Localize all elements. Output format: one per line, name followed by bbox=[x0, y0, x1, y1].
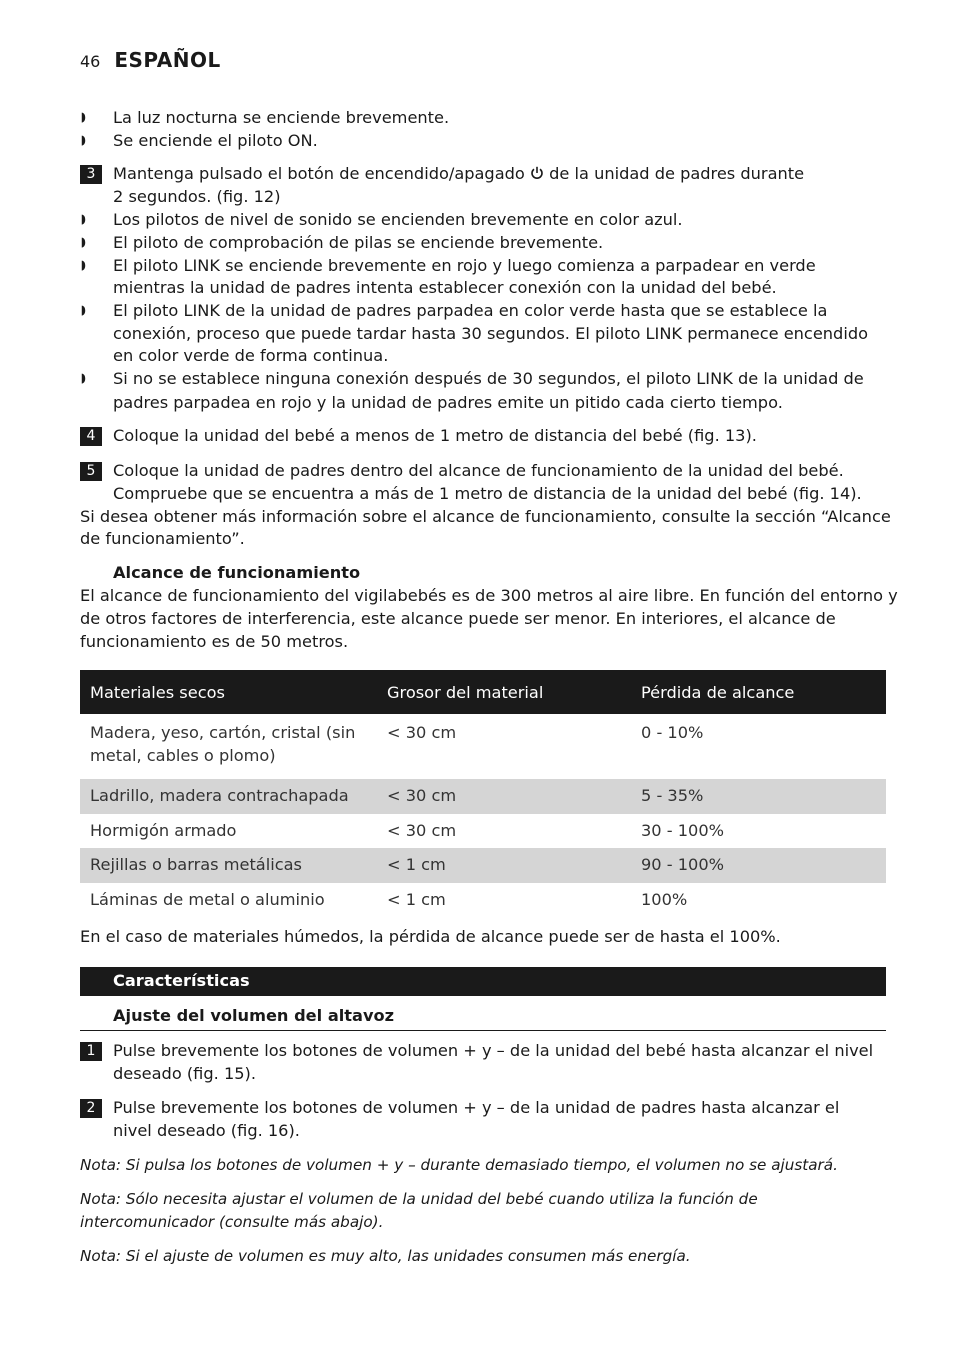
table-cell: Ladrillo, madera contrachapada bbox=[80, 779, 377, 814]
power-icon bbox=[530, 166, 544, 180]
note-text: Nota: Si pulsa los botones de volumen + y – durante demasiado tiempo, el volumen no se ajustará. bbox=[80, 1156, 838, 1174]
bullet-text: Se enciende el piloto ON. bbox=[113, 131, 318, 150]
step-text: Coloque la unidad de padres dentro del alcance de funcionamiento de la unidad del bebé. bbox=[113, 461, 844, 480]
table-row bbox=[80, 779, 886, 814]
table-cell: 100% bbox=[641, 889, 688, 909]
table-header-cell: Grosor del material bbox=[377, 670, 631, 714]
table-cell: Láminas de metal o aluminio bbox=[90, 889, 325, 909]
table-row bbox=[80, 814, 886, 849]
step-number: 3 bbox=[80, 165, 102, 184]
table-cell: Hormigón armado bbox=[90, 820, 237, 840]
table-cell: 0 - 10% bbox=[641, 723, 704, 742]
step-text: deseado (fig. 15). bbox=[113, 1064, 257, 1083]
section-title: Características bbox=[113, 971, 250, 990]
table-row bbox=[80, 848, 886, 883]
bullet-text: en color verde de forma continua. bbox=[113, 346, 389, 365]
range-text: funcionamiento es de 50 metros. bbox=[80, 632, 349, 651]
table-cell: 30 - 100% bbox=[641, 820, 725, 840]
table-cell: Madera, yeso, cartón, cristal (sin metal, cables o plomo) bbox=[90, 723, 356, 765]
step-text: Pulse brevemente los botones de volumen + y – de la unidad de padres hasta alcanzar el bbox=[113, 1098, 840, 1117]
table-cell: < 30 cm bbox=[387, 723, 457, 742]
page-number: 46 bbox=[80, 52, 101, 71]
info-text: Si desea obtener más información sobre el alcance de funcionamiento, consulte la sección “Alcance bbox=[80, 507, 891, 526]
note-text: Nota: Sólo necesita ajustar el volumen de la unidad del bebé cuando utiliza la función de bbox=[80, 1190, 758, 1208]
bullet-icon bbox=[81, 110, 86, 125]
table-cell: < 1 cm bbox=[377, 848, 631, 883]
range-loss-table bbox=[80, 670, 886, 918]
subsection-title: Ajuste del volumen del altavoz bbox=[113, 1006, 395, 1025]
bullet-text: Los pilotos de nivel de sonido se encienden brevemente en color azul. bbox=[113, 210, 683, 229]
bullet-text: padres parpadea en rojo y la unidad de padres emite un pitido cada cierto tiempo. bbox=[113, 393, 783, 412]
bullet-text: El piloto de comprobación de pilas se enciende brevemente. bbox=[113, 233, 604, 252]
step-number: 1 bbox=[80, 1042, 102, 1061]
step-text: Compruebe que se encuentra a más de 1 metro de distancia de la unidad del bebé (fig. 14). bbox=[113, 484, 862, 503]
bullet-icon bbox=[81, 303, 86, 318]
table-cell: 5 - 35% bbox=[631, 779, 886, 814]
table-header-row bbox=[80, 670, 886, 714]
range-text: de otros factores de interferencia, este alcance puede ser menor. En interiores, el alcance de bbox=[80, 609, 836, 628]
table-row bbox=[80, 714, 886, 779]
language-title: ESPAÑOL bbox=[114, 48, 221, 72]
info-text: de funcionamiento”. bbox=[80, 529, 245, 548]
bullet-text: conexión, proceso que puede tardar hasta 30 segundos. El piloto LINK permanece encendido bbox=[113, 324, 869, 343]
note-text: Nota: Si el ajuste de volumen es muy alto, las unidades consumen más energía. bbox=[80, 1247, 691, 1265]
bullet-icon bbox=[81, 235, 86, 250]
table-cell: Rejillas o barras metálicas bbox=[80, 848, 377, 883]
bullet-icon bbox=[81, 258, 86, 273]
bullet-icon bbox=[81, 133, 86, 148]
bullet-icon bbox=[81, 371, 86, 386]
bullet-icon bbox=[81, 212, 86, 227]
table-cell: < 1 cm bbox=[387, 889, 446, 909]
bullet-text: El piloto LINK de la unidad de padres parpadea en color verde hasta que se establece la bbox=[113, 301, 828, 320]
table-cell: < 30 cm bbox=[387, 820, 457, 840]
bullet-text: mientras la unidad de padres intenta establecer conexión con la unidad del bebé. bbox=[113, 278, 777, 297]
note-text: intercomunicador (consulte más abajo). bbox=[80, 1213, 384, 1231]
page-header bbox=[80, 48, 221, 72]
bullet-text: El piloto LINK se enciende brevemente en rojo y luego comienza a parpadear en verde bbox=[113, 256, 816, 275]
step-text: nivel deseado (fig. 16). bbox=[113, 1121, 300, 1140]
step-number: 5 bbox=[80, 462, 102, 481]
bullet-text: La luz nocturna se enciende brevemente. bbox=[113, 108, 450, 127]
bullet-text: Si no se establece ninguna conexión después de 30 segundos, el piloto LINK de la unidad de bbox=[113, 369, 864, 388]
table-header-cell: Materiales secos bbox=[80, 670, 377, 714]
range-text: El alcance de funcionamiento del vigilabebés es de 300 metros al aire libre. En función del entorno y bbox=[80, 586, 898, 605]
step-number: 2 bbox=[80, 1099, 102, 1118]
table-cell: 90 - 100% bbox=[631, 848, 886, 883]
table-cell: < 30 cm bbox=[377, 779, 631, 814]
step-number: 4 bbox=[80, 427, 102, 446]
step-text: Coloque la unidad del bebé a menos de 1 metro de distancia del bebé (fig. 13). bbox=[113, 426, 757, 445]
range-heading: Alcance de funcionamiento bbox=[113, 563, 361, 582]
step-text: Mantenga pulsado el botón de encendido/apagado de la unidad de padres durante bbox=[113, 164, 805, 183]
step-text: 2 segundos. (fig. 12) bbox=[113, 187, 281, 206]
wet-materials-note: En el caso de materiales húmedos, la pérdida de alcance puede ser de hasta el 100%. bbox=[80, 927, 781, 946]
divider bbox=[80, 1030, 886, 1031]
step-text: Pulse brevemente los botones de volumen + y – de la unidad del bebé hasta alcanzar el nivel bbox=[113, 1041, 874, 1060]
table-row bbox=[80, 883, 886, 918]
table-header-cell: Pérdida de alcance bbox=[631, 670, 886, 714]
